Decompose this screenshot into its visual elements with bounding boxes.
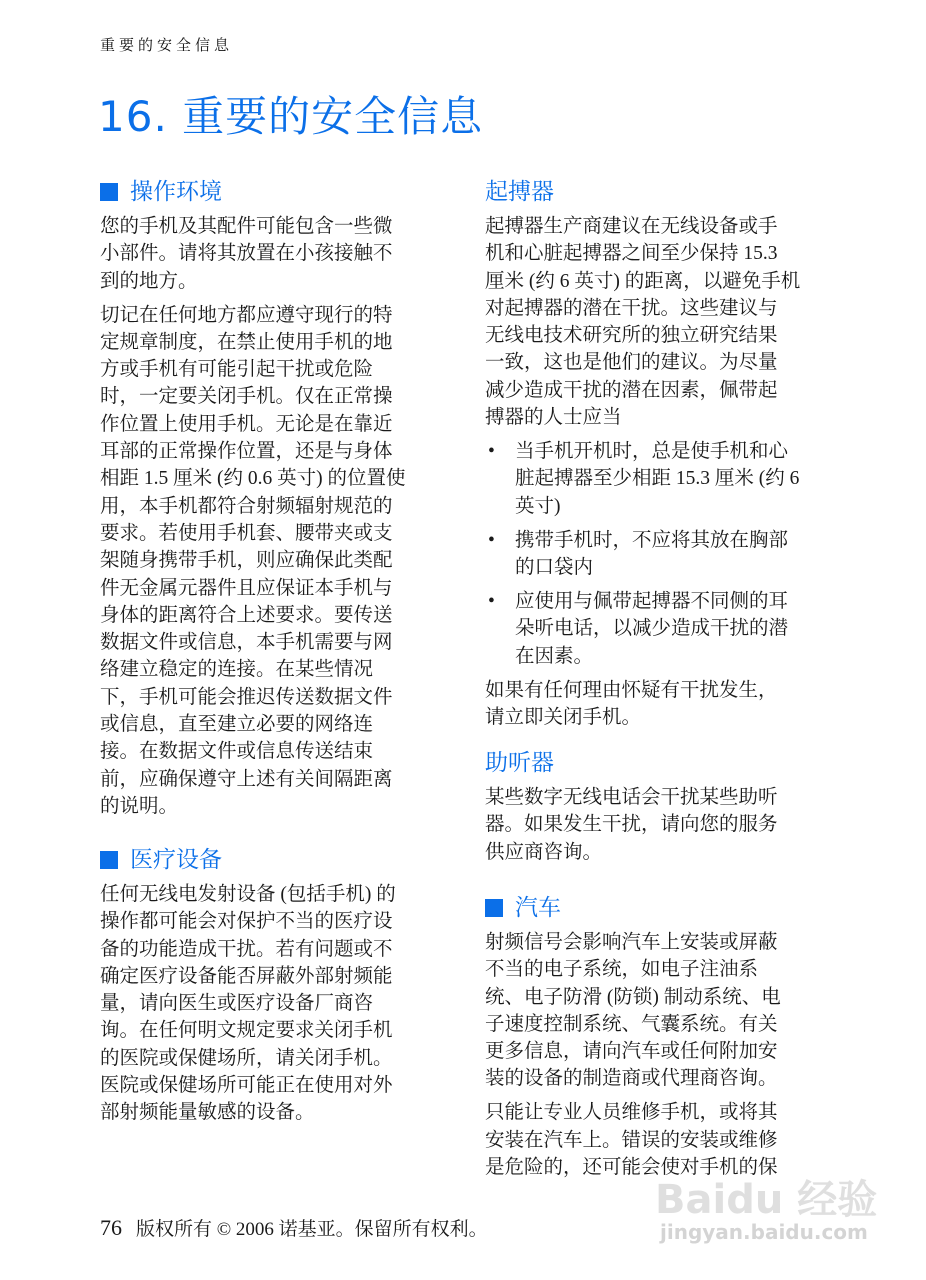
square-bullet-icon xyxy=(100,183,118,201)
paragraph xyxy=(485,677,830,732)
text-line: 射频信号会影响汽车上安装或屏蔽 xyxy=(485,932,778,953)
section-vehicles xyxy=(485,893,830,1188)
text-line: 医院或保健场所可能正在使用对外 xyxy=(100,1075,393,1097)
text-line: 携带手机时，不应将其放在胸部 xyxy=(515,529,789,551)
section-heading xyxy=(100,845,445,875)
text-line: 对起搏器的潜在干扰。这些建议与 xyxy=(485,297,778,319)
paragraph xyxy=(100,881,445,1127)
text-line: 络建立稳定的连接。在某些情况 xyxy=(100,659,374,681)
text-line: 机和心脏起搏器之间至少保持 15.3 xyxy=(485,243,778,265)
page-footer xyxy=(100,1214,488,1241)
text-line: 量，请向医生或医疗设备厂商咨 xyxy=(100,993,374,1015)
watermark-url: jingyan.baidu.com xyxy=(660,1220,868,1244)
text-line: 确定医疗设备能否屏蔽外部射频能 xyxy=(100,965,393,987)
text-line: 架随身携带手机，则应确保此类配 xyxy=(100,550,393,572)
bullet-item xyxy=(485,588,830,670)
section-heading-text: 助听器 xyxy=(485,750,554,776)
text-line: 到的地方。 xyxy=(100,270,198,292)
paragraph xyxy=(100,213,445,295)
page-number: 76 xyxy=(100,1215,122,1240)
text-line: 前，应确保遵守上述有关间隔距离 xyxy=(100,768,393,790)
text-line: 用，本手机都符合射频辐射规范的 xyxy=(100,495,393,517)
paragraph xyxy=(485,929,830,1093)
text-line: 减少造成干扰的潜在因素，佩带起 xyxy=(485,379,778,401)
text-line: 如果有任何理由怀疑有干扰发生， xyxy=(485,679,778,701)
text-line: 备的功能造成干扰。若有问题或不 xyxy=(100,938,393,960)
text-line: 脏起搏器至少相距 15.3 厘米 (约 6 xyxy=(515,468,800,490)
section-heading xyxy=(485,893,830,923)
section-hearing-aids xyxy=(485,748,830,873)
text-line: 接。在数据文件或信息传送结束 xyxy=(100,741,374,763)
text-line: 装的设备的制造商或代理商咨询。 xyxy=(485,1068,778,1090)
text-line: 安装在汽车上。错误的安装或维修 xyxy=(485,1129,778,1151)
text-line: 件无金属元器件且应保证本手机与 xyxy=(100,577,393,599)
text-line: 更多信息，请向汽车或任何附加安 xyxy=(485,1041,778,1063)
square-bullet-icon xyxy=(100,851,118,869)
text-line: 时，一定要关闭手机。仅在正常操 xyxy=(100,386,393,408)
text-line: 不当的电子系统，如电子注油系 xyxy=(485,959,759,981)
section-operating-environment xyxy=(100,177,445,827)
text-line: 无线电技术研究所的独立研究结果 xyxy=(485,325,778,347)
text-line: 部射频能量敏感的设备。 xyxy=(100,1102,315,1124)
text-line: 切记在任何地方都应遵守现行的特 xyxy=(100,304,393,326)
text-line: 定规章制度，在禁止使用手机的地 xyxy=(100,331,393,353)
text-line: 的口袋内 xyxy=(515,556,594,578)
running-header: 重要的安全信息 xyxy=(100,36,234,54)
watermark-logo: Baidu 经验 xyxy=(655,1177,878,1223)
text-line: 器。如果发生干扰，请向您的服务 xyxy=(485,814,778,836)
bullet-dot-icon: • xyxy=(488,441,495,463)
text-line: 朵听电话，以减少造成干扰的潜 xyxy=(515,618,789,640)
text-line: 在因素。 xyxy=(515,645,594,667)
text-line: 的医院或保健场所，请关闭手机。 xyxy=(100,1047,393,1069)
text-line: 您的手机及其配件可能包含一些微 xyxy=(100,216,393,237)
bullet-item xyxy=(485,438,830,520)
text-line: 供应商咨询。 xyxy=(485,841,603,863)
text-line: 某些数字无线电话会干扰某些助听 xyxy=(485,787,778,808)
section-heading-text: 医疗设备 xyxy=(130,847,222,873)
text-line: 方或手机有可能引起干扰或危险 xyxy=(100,359,374,381)
text-line: 询。在任何明文规定要求关闭手机 xyxy=(100,1020,393,1042)
text-line: 英寸) xyxy=(515,495,561,517)
copyright: 版权所有 © 2006 诺基亚。保留所有权利。 xyxy=(136,1219,488,1240)
text-line: 下，手机可能会推迟传送数据文件 xyxy=(100,686,393,708)
paragraph xyxy=(485,784,830,866)
text-line: 一致，这也是他们的建议。为尽量 xyxy=(485,352,778,374)
text-line: 操作都可能会对保护不当的医疗设 xyxy=(100,911,393,933)
text-line: 当手机开机时，总是使手机和心 xyxy=(515,441,789,463)
text-line: 耳部的正常操作位置，还是与身体 xyxy=(100,441,393,463)
text-line: 搏器的人士应当 xyxy=(485,407,622,429)
text-line: 任何无线电发射设备 (包括手机) 的 xyxy=(100,884,396,905)
bullet-dot-icon: • xyxy=(488,529,495,551)
text-line: 应使用与佩带起搏器不同侧的耳 xyxy=(515,590,789,612)
section-heading xyxy=(485,748,830,778)
text-line: 请立即关闭手机。 xyxy=(485,706,642,728)
paragraph xyxy=(485,213,830,431)
text-line: 起搏器生产商建议在无线设备或手 xyxy=(485,216,778,237)
section-heading-text: 操作环境 xyxy=(130,179,222,205)
paragraph xyxy=(100,302,445,821)
text-line: 统、电子防滑 (防锁) 制动系统、电 xyxy=(485,986,781,1008)
text-line: 数据文件或信息，本手机需要与网 xyxy=(100,632,393,654)
section-heading-text: 起搏器 xyxy=(485,179,554,205)
section-heading xyxy=(485,177,830,207)
section-medical-devices xyxy=(100,845,445,1133)
text-line: 或信息，直至建立必要的网络连 xyxy=(100,714,374,736)
text-line: 要求。若使用手机套、腰带夹或支 xyxy=(100,522,393,544)
text-line: 小部件。请将其放置在小孩接触不 xyxy=(100,243,393,265)
section-pacemakers xyxy=(485,177,830,738)
text-line: 作位置上使用手机。无论是在靠近 xyxy=(100,413,393,435)
text-line: 是危险的，还可能会使对手机的保 xyxy=(485,1157,778,1179)
bullet-item xyxy=(485,527,830,582)
text-line: 的说明。 xyxy=(100,795,179,817)
text-line: 身体的距离符合上述要求。要传送 xyxy=(100,604,393,626)
text-line: 厘米 (约 6 英寸) 的距离，以避免手机 xyxy=(485,270,801,292)
section-heading-text: 汽车 xyxy=(515,895,561,921)
bullet-dot-icon: • xyxy=(488,590,495,612)
chapter-title: 16. 重要的安全信息 xyxy=(98,92,484,141)
text-line: 只能让专业人员维修手机，或将其 xyxy=(485,1102,778,1124)
text-line: 子速度控制系统、气囊系统。有关 xyxy=(485,1013,778,1035)
square-bullet-icon xyxy=(485,899,503,917)
text-line: 相距 1.5 厘米 (约 0.6 英寸) 的位置使 xyxy=(100,468,406,490)
section-heading xyxy=(100,177,445,207)
